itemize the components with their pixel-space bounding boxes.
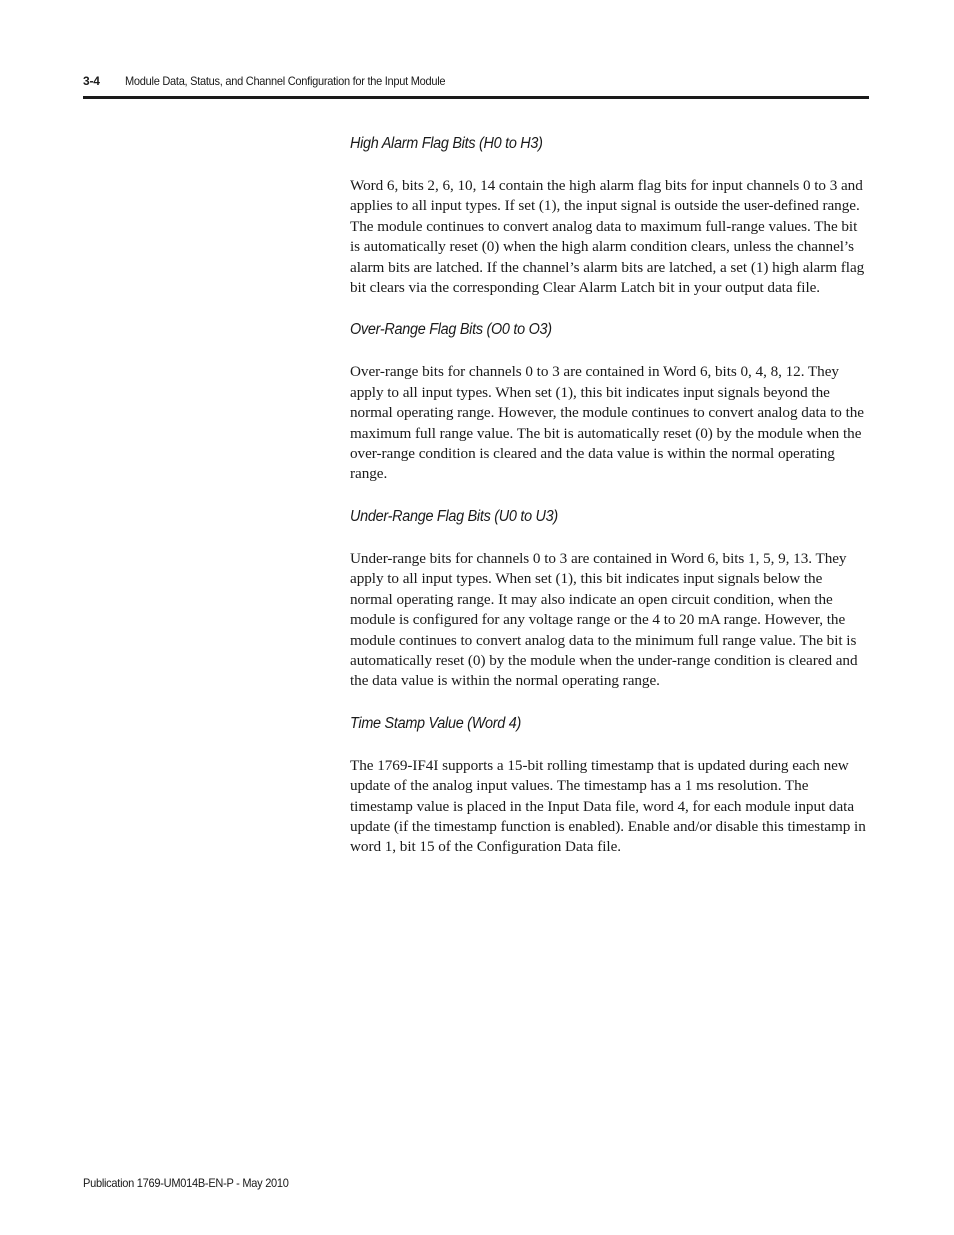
section-heading: Over-Range Flag Bits (O0 to O3) (350, 321, 552, 339)
section-body: Over-range bits for channels 0 to 3 are contained in Word 6, bits 0, 4, 8, 12. They apply to all input types. When set (1), this bit indicates input signals beyond the normal operating range. However, the module continues to convert analog data to the maximum full range value. The bit is automatically reset (0) by the module when the over-range condition is cleared and the data value is within the normal operating range. (350, 363, 864, 483)
section-heading: High Alarm Flag Bits (H0 to H3) (350, 135, 543, 152)
section-heading: Under-Range Flag Bits (U0 to U3) (350, 507, 558, 525)
section-body: Word 6, bits 2, 6, 10, 14 contain the high alarm flag bits for input channels 0 to 3 and applies to all input types. If set (1), the input signal is outside the user-defined range. The module continues to convert analog data to maximum full-range values. The bit is automatically reset (0) when the high alarm condition clears, unless the channel’s alarm bits are latched. If the channel’s alarm bits are latched, a set (1) high alarm flag bit clears via the corresponding Clear Alarm Latch bit in your output data file. (350, 177, 865, 297)
chapter-title: Module Data, Status, and Channel Configuration for the Input Module (125, 74, 446, 88)
publication-footer: Publication 1769-UM014B-EN-P - May 2010 (83, 1176, 289, 1190)
section-high-alarm (350, 133, 870, 298)
section-heading: Time Stamp Value (Word 4) (350, 714, 522, 732)
section-body: The 1769-IF4I supports a 15-bit rolling timestamp that is updated during each new update of the analog input values. The timestamp has a 1 ms resolution. The timestamp value is placed in the Input Data file, word 4, for each module input data update (if the timestamp function is enabled). Enable and/or disable this timestamp in word 1, bit 15 of the Configuration Data file. (350, 756, 866, 856)
page-number: 3-4 (83, 74, 100, 88)
section-over-range (350, 319, 870, 484)
section-body: Under-range bits for channels 0 to 3 are contained in Word 6, bits 1, 5, 9, 13. They apply to all input types. When set (1), this bit indicates input signals below the normal operating range. It may also indicate an open circuit condition, when the module is configured for any voltage range or the 4 to 20 mA range. However, the module continues to convert analog data to the minimum full range value. The bit is automatically reset (0) by the module when the under-range condition is cleared and the data value is within the normal operating range. (350, 549, 858, 690)
page-header (83, 70, 869, 99)
main-content (350, 133, 870, 879)
section-under-range (350, 506, 870, 692)
section-time-stamp (350, 713, 870, 858)
